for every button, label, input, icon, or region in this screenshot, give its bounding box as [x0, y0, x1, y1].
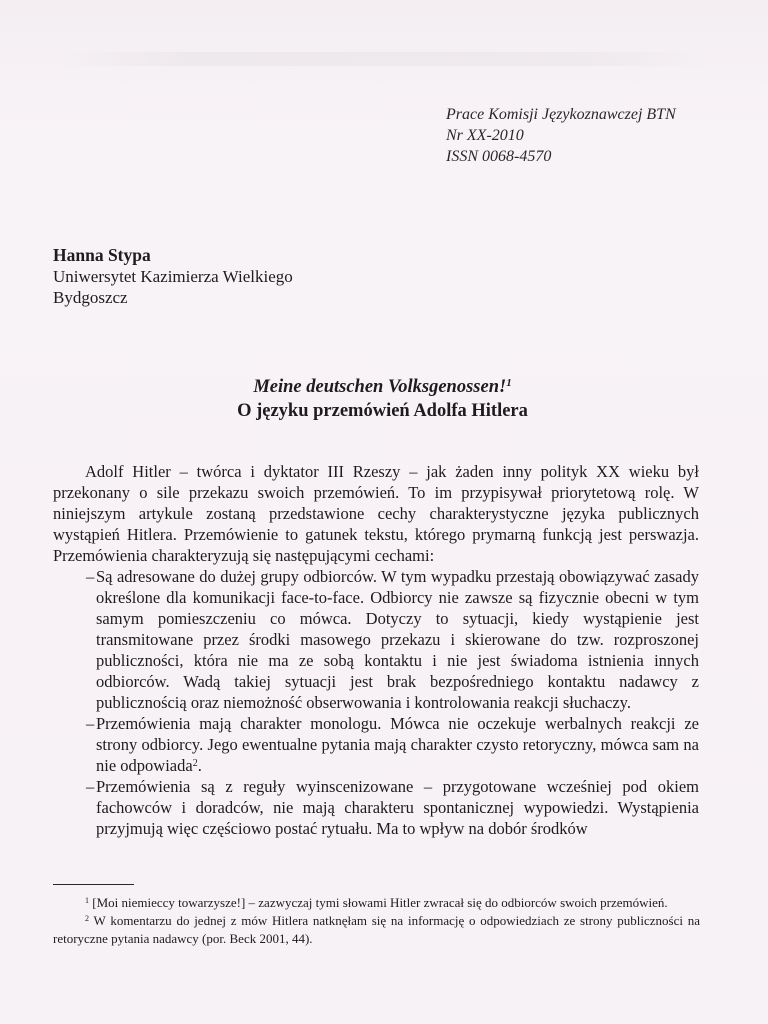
journal-issn: ISSN 0068-4570 [446, 148, 552, 165]
footnote-1-mark: 1 [85, 896, 89, 905]
footnote-marker[interactable]: 2 [192, 758, 198, 769]
article-body [53, 461, 699, 839]
author-city: Bydgoszcz [53, 288, 128, 307]
dash-bullet: – [86, 567, 95, 586]
author-name: Hanna Stypa [53, 245, 151, 265]
journal-header [446, 104, 676, 167]
paragraph-intro: Adolf Hitler – twórca i dyktator III Rzeszy – jak żaden inny polityk XX wieku był przekonany o sile przekazu swoich przemówień. To im przypisywał priorytetową rolę. W niniejszym artykule zostaną przedstawione cechy charakterystyczne języka publicznych wystąpień Hitlera. Przemówienie to gatunek tekstu, którego prymarną funkcją jest perswazja. Przemówienia charakteryzują się następującymi cechami: [53, 462, 699, 565]
article-title [53, 375, 712, 423]
list-item-text-end: . [197, 756, 202, 775]
footnote-1-text: [Moi niemieccy towarzysze!] – zazwyczaj tymi słowami Hitler zwracał się do odbiorców swoich przemówień. [92, 895, 668, 910]
title-line-german [53, 375, 712, 399]
list-item-text [96, 713, 699, 776]
title-line-polish: O języku przemówień Adolfa Hitlera [237, 401, 528, 421]
list-item-text-main: Przemówienia mają charakter monologu. Mówca nie oczekuje werbalnych reakcji ze strony odbiorcy. Jego ewentualne pytania mają charakter czysto retoryczny, mówca sam na nie odpowiada [96, 714, 699, 775]
features-list [53, 566, 699, 839]
dash-bullet: – [86, 777, 95, 796]
list-item [53, 566, 699, 713]
dash-bullet: – [86, 714, 95, 733]
footnote-separator [53, 884, 134, 885]
journal-issue: Nr XX-2010 [446, 127, 524, 144]
list-item-text: Są adresowane do dużej grupy odbiorców. W tym wypadku przestają obowiązywać zasady określone dla komunikacji face-to-face. Odbiorcy nie zawsze są fizycznie obecni w tym samym pomieszczeniu co mówca. Dotyczy to sytuacji, kiedy wystąpienie jest transmitowane przez środki masowego przekazu i skierowane do tzw. rozproszonej publiczności, która nie ma ze sobą kontaktu i nie jest świadoma istnienia innych odbiorców. Wadą takiej sytuacji jest brak bezpośredniego kontaktu nadawcy z publicznością oraz niemożność obserwowania i kontrolowania reakcji słuchaczy. [96, 567, 699, 712]
title-german-text: Meine deutschen Volksgenossen! [253, 377, 507, 397]
footnote-1 [53, 894, 700, 912]
bleed-through-shadow [60, 52, 710, 66]
list-item [53, 713, 699, 776]
footnote-2 [53, 912, 700, 948]
footnotes [53, 894, 700, 948]
author-affiliation: Uniwersytet Kazimierza Wielkiego [53, 267, 293, 286]
list-item [53, 776, 699, 839]
author-block [53, 245, 293, 308]
title-footnote-marker[interactable]: 1 [506, 377, 512, 389]
journal-name: Prace Komisji Językoznawczej BTN [446, 106, 676, 123]
footnote-2-text: W komentarzu do jednej z mów Hitlera natknęłam się na informację o odpowiedziach ze strony publiczności na retoryczne pytania nadawcy (por. Beck 2001, 44). [53, 913, 700, 946]
list-item-text: Przemówienia są z reguły wyinscenizowane – przygotowane wcześniej pod okiem fachowców i doradców, nie mają charakteru spontanicznej wypowiedzi. Wystąpienia przyjmują więc częściowo postać rytuału. Ma to wpływ na dobór środków [96, 777, 699, 838]
footnote-2-mark: 2 [85, 914, 89, 923]
